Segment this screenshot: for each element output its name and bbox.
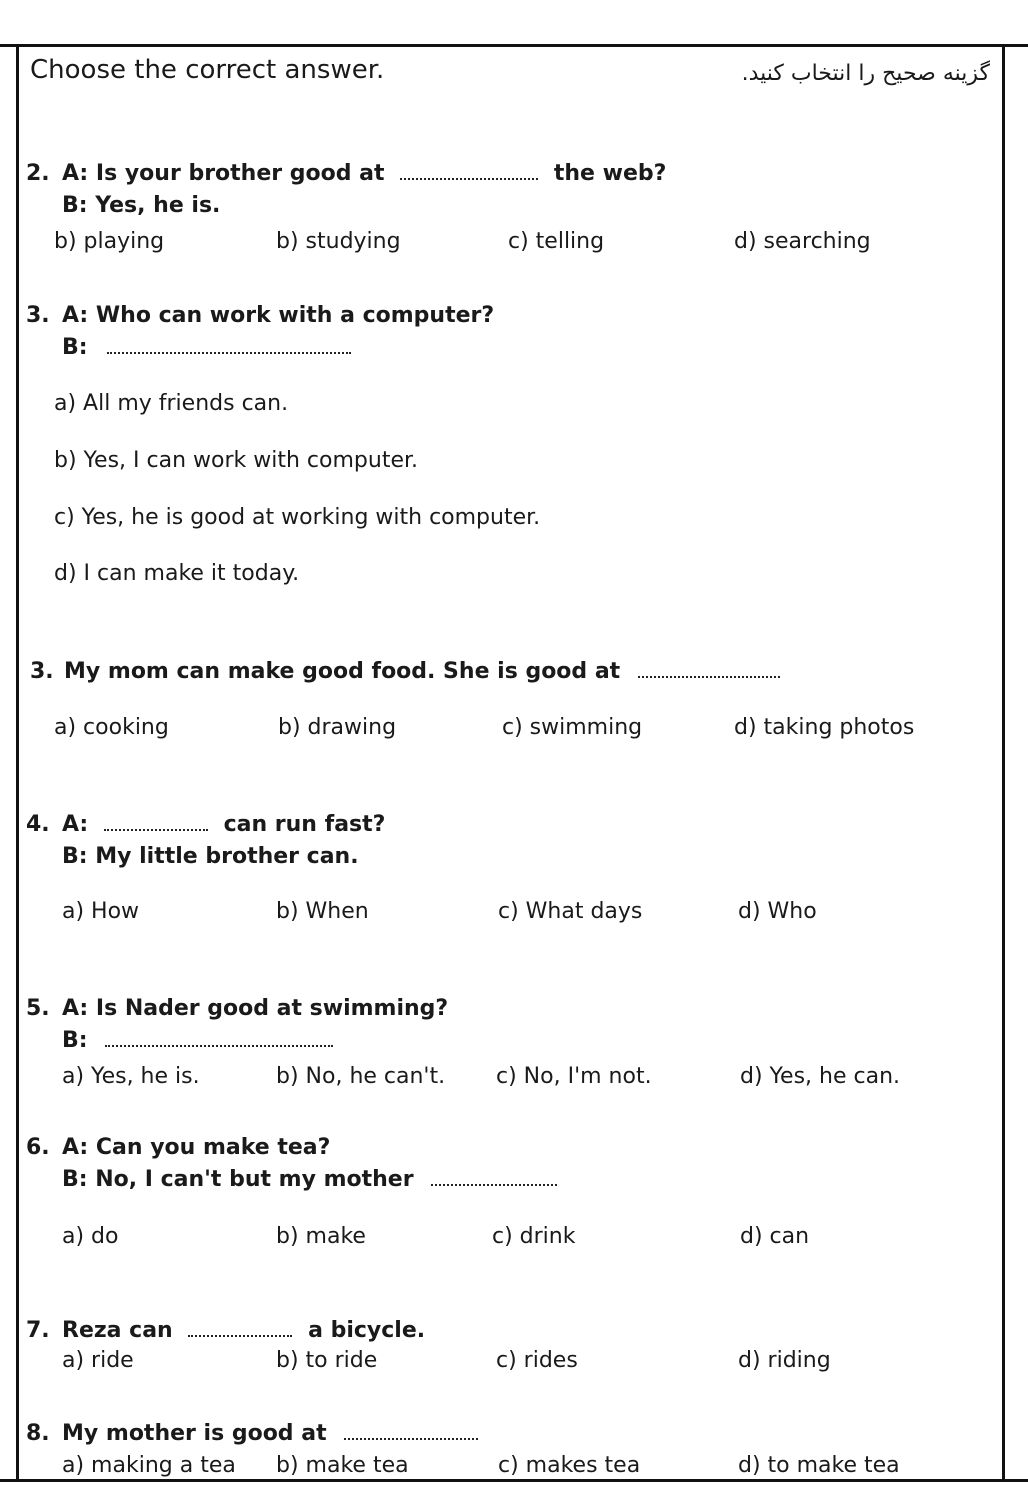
question-line <box>62 1166 557 1194</box>
option-d[interactable]: d) searching <box>734 229 871 254</box>
question-line <box>62 811 385 839</box>
instruction-persian: گزینه صحیح را انتخاب کنید. <box>741 61 990 86</box>
option-b[interactable]: b) studying <box>276 229 401 254</box>
option-d[interactable]: d) I can make it today. <box>54 561 300 586</box>
option-a[interactable]: a) do <box>62 1224 119 1249</box>
top-border <box>0 44 1028 47</box>
answer-blank[interactable] <box>104 811 208 831</box>
option-a[interactable]: a) making a tea <box>62 1453 236 1478</box>
question-text: A: <box>62 812 89 837</box>
question-text: My mother is good at <box>62 1421 327 1446</box>
option-b[interactable]: b) make tea <box>276 1453 409 1478</box>
question-number: 7. <box>26 1318 50 1343</box>
question-line: A: Who can work with a computer? <box>62 303 495 328</box>
question-line <box>62 1027 333 1055</box>
option-c[interactable]: c) drink <box>492 1224 576 1249</box>
option-c[interactable]: c) swimming <box>502 715 643 740</box>
question-text: can run fast? <box>223 812 386 837</box>
question-number: 6. <box>26 1135 50 1160</box>
answer-blank[interactable] <box>344 1420 478 1440</box>
option-d[interactable]: d) Who <box>738 899 817 924</box>
option-a[interactable]: a) How <box>62 899 140 924</box>
option-b[interactable]: b) Yes, I can work with computer. <box>54 448 419 473</box>
option-d[interactable]: d) can <box>740 1224 810 1249</box>
question-text: Reza can <box>62 1318 173 1343</box>
answer-blank[interactable] <box>638 658 780 678</box>
question-text: B: <box>62 1028 88 1053</box>
question-number: 8. <box>26 1421 50 1446</box>
option-a[interactable]: b) playing <box>54 229 165 254</box>
option-c[interactable]: c) telling <box>508 229 605 254</box>
question-number: 4. <box>26 812 50 837</box>
question-text: A: Is your brother good at <box>62 161 385 186</box>
answer-blank[interactable] <box>431 1166 557 1186</box>
answer-blank[interactable] <box>400 160 538 180</box>
option-c[interactable]: c) Yes, he is good at working with computer. <box>54 505 541 530</box>
option-a[interactable]: a) Yes, he is. <box>62 1064 200 1089</box>
question-number: 3. <box>30 659 54 684</box>
option-b[interactable]: b) to ride <box>276 1348 378 1373</box>
question-text: B: <box>62 335 88 360</box>
option-c[interactable]: c) rides <box>496 1348 578 1373</box>
left-border <box>16 44 19 1482</box>
question-line <box>62 160 666 188</box>
question-line <box>62 1420 478 1448</box>
option-c[interactable]: c) No, I'm not. <box>496 1064 652 1089</box>
question-line: B: Yes, he is. <box>62 193 221 218</box>
option-a[interactable]: a) ride <box>62 1348 134 1373</box>
question-line <box>64 658 780 686</box>
question-text: the web? <box>553 161 667 186</box>
option-b[interactable]: b) make <box>276 1224 366 1249</box>
answer-blank[interactable] <box>105 1027 333 1047</box>
option-d[interactable]: d) to make tea <box>738 1453 900 1478</box>
option-d[interactable]: d) Yes, he can. <box>740 1064 901 1089</box>
answer-blank[interactable] <box>188 1317 292 1337</box>
question-number: 5. <box>26 996 50 1021</box>
option-b[interactable]: b) When <box>276 899 369 924</box>
option-b[interactable]: b) No, he can't. <box>276 1064 446 1089</box>
option-d[interactable]: d) taking photos <box>734 715 915 740</box>
instruction-english: Choose the correct answer. <box>30 55 385 85</box>
question-number: 3. <box>26 303 50 328</box>
option-a[interactable]: a) cooking <box>54 715 169 740</box>
question-text: a bicycle. <box>308 1318 426 1343</box>
question-line: B: My little brother can. <box>62 844 359 869</box>
question-text: B: No, I can't but my mother <box>62 1167 414 1192</box>
question-number: 2. <box>26 161 50 186</box>
question-line: A: Can you make tea? <box>62 1135 331 1160</box>
option-b[interactable]: b) drawing <box>278 715 397 740</box>
question-line <box>62 1317 425 1345</box>
question-line <box>62 334 351 362</box>
option-c[interactable]: c) makes tea <box>498 1453 641 1478</box>
option-a[interactable]: a) All my friends can. <box>54 391 289 416</box>
answer-blank[interactable] <box>107 334 351 354</box>
right-border <box>1002 44 1005 1482</box>
question-text: My mom can make good food. She is good at <box>64 659 621 684</box>
option-d[interactable]: d) riding <box>738 1348 831 1373</box>
question-line: A: Is Nader good at swimming? <box>62 996 449 1021</box>
option-c[interactable]: c) What days <box>498 899 643 924</box>
worksheet <box>0 44 1028 1484</box>
